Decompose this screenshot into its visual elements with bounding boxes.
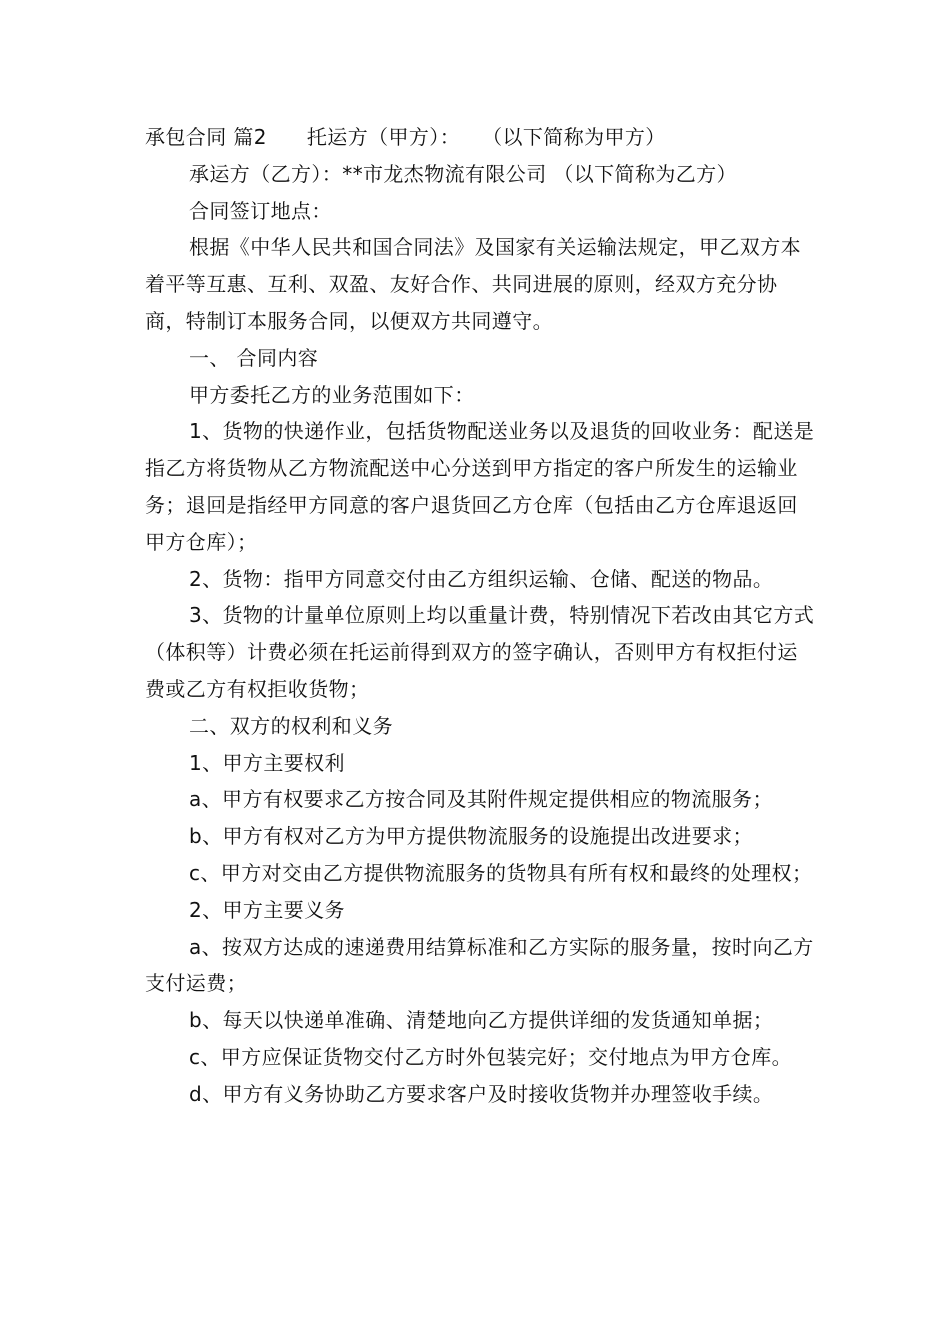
paragraph: 合同签订地点： bbox=[189, 198, 332, 223]
document-body bbox=[145, 119, 815, 1113]
list-item: a、按双方达成的速递费用结算标准和乙方实际的服务量，按时向乙方支付运费； bbox=[145, 934, 814, 996]
subsection-heading: 2、甲方主要义务 bbox=[189, 897, 345, 922]
paragraph: 根据《中华人民共和国合同法》及国家有关运输法规定，甲乙双方本着平等互惠、互利、双盈、友好合作、共同进展的原则，经双方充分协商，特制订本服务合同，以便双方共同遵守。 bbox=[145, 235, 801, 333]
list-item: 2、货物：指甲方同意交付由乙方组织运输、仓储、配送的物品。 bbox=[189, 566, 774, 591]
subsection-heading: 1、甲方主要权利 bbox=[189, 750, 345, 775]
list-item: b、甲方有权对乙方为甲方提供物流服务的设施提出改进要求； bbox=[189, 824, 753, 849]
paragraph: 甲方委托乙方的业务范围如下： bbox=[189, 382, 475, 407]
list-item: c、甲方应保证货物交付乙方时外包装完好；交付地点为甲方仓库。 bbox=[189, 1044, 792, 1069]
section-heading: 一、 合同内容 bbox=[189, 345, 319, 370]
list-item: b、每天以快递单准确、清楚地向乙方提供详细的发货通知单据； bbox=[189, 1008, 774, 1033]
list-item: d、甲方有义务协助乙方要求客户及时接收货物并办理签收手续。 bbox=[189, 1081, 774, 1106]
paragraph: 承运方（乙方）：**市龙杰物流有限公司 （以下简称为乙方） bbox=[189, 161, 737, 186]
document-heading-line bbox=[145, 119, 815, 156]
shipper-label: 托运方（甲方）： bbox=[306, 125, 461, 149]
list-item: 3、货物的计量单位原则上均以重量计费，特别情况下若改由其它方式（体积等）计费必须在托运前得到双方的签字确认，否则甲方有权拒付运费或乙方有权拒收货物； bbox=[145, 603, 815, 701]
list-item: 1、货物的快递作业，包括货物配送业务以及退货的回收业务：配送是指乙方将货物从乙方物流配送中心分送到甲方指定的客户所发生的运输业务；退回是指经甲方同意的客户退货回乙方仓库（包括由乙方仓库退返回甲方仓库）； bbox=[145, 419, 815, 554]
list-item: a、甲方有权要求乙方按合同及其附件规定提供相应的物流服务； bbox=[189, 787, 773, 812]
section-heading: 二、双方的权利和义务 bbox=[189, 713, 393, 738]
list-item: c、甲方对交由乙方提供物流服务的货物具有所有权和最终的处理权； bbox=[189, 860, 813, 885]
document-title: 承包合同 篇2 bbox=[145, 125, 267, 149]
shipper-note: （以下简称为甲方） bbox=[482, 125, 666, 149]
